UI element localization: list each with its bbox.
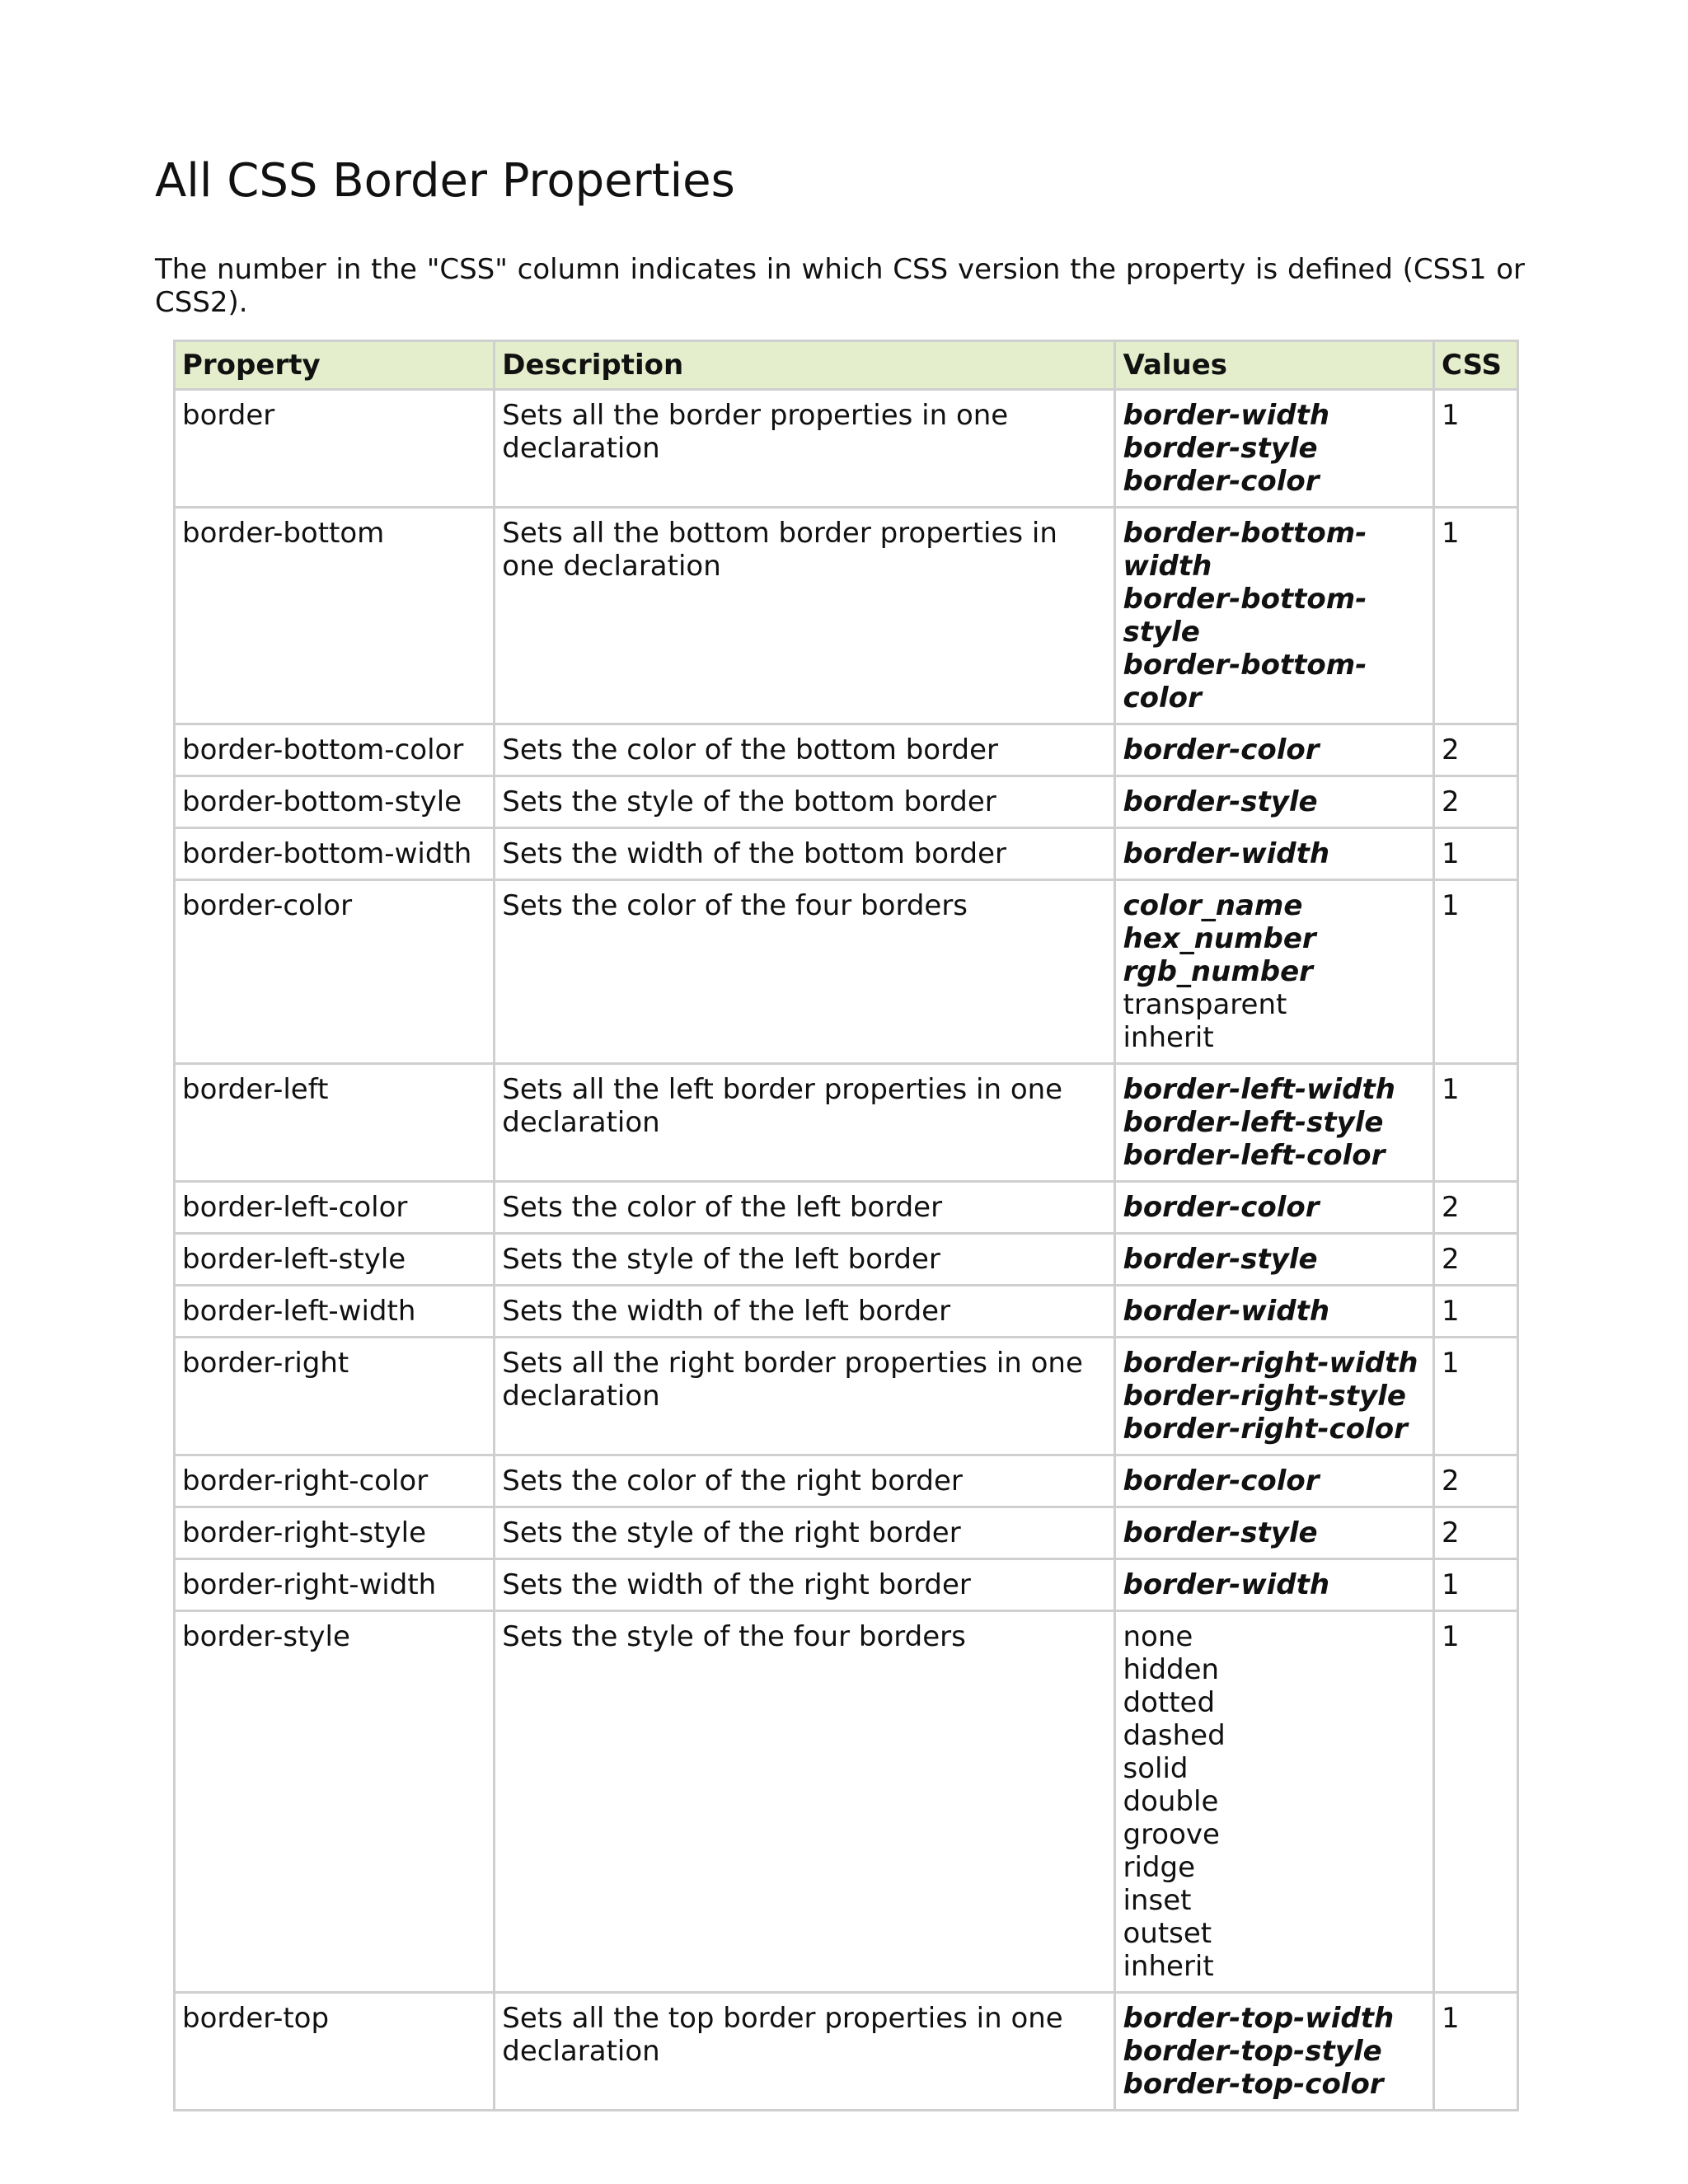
value-item: border-top-color [1123, 2068, 1384, 2101]
value-item: border-style [1123, 1516, 1318, 1549]
property-cell: border-style [175, 1611, 495, 1993]
header-row [175, 341, 1518, 390]
table-row [175, 1455, 1518, 1507]
table-body [175, 390, 1518, 2111]
value-item: border-style [1123, 785, 1318, 818]
property-cell: border-right-style [175, 1507, 495, 1559]
table-row [175, 1182, 1518, 1234]
css-version-cell: 1 [1434, 1993, 1518, 2111]
table-row [175, 1611, 1518, 1993]
property-cell: border-top [175, 1993, 495, 2111]
description-cell: Sets the color of the right border [495, 1455, 1115, 1507]
values-cell [1115, 1993, 1434, 2111]
value-item: border-left-width [1123, 1073, 1395, 1106]
value-item: border-color [1123, 733, 1320, 766]
value-item: border-right-width [1123, 1347, 1418, 1380]
css-version-cell: 2 [1434, 1182, 1518, 1234]
property-cell: border-bottom-style [175, 776, 495, 828]
value-item: border-style [1123, 1243, 1318, 1276]
description-cell: Sets the color of the left border [495, 1182, 1115, 1234]
table-row [175, 828, 1518, 880]
description-cell: Sets the width of the bottom border [495, 828, 1115, 880]
table-row [175, 1234, 1518, 1286]
description-cell: Sets all the bottom border properties in one declaration [495, 508, 1115, 724]
intro-paragraph: The number in the "CSS" column indicates in which CSS version the property is defined (CSS1 or CSS2). [155, 253, 1525, 319]
values-cell [1115, 1559, 1434, 1611]
values-cell [1115, 724, 1434, 776]
value-item: ridge [1123, 1851, 1195, 1884]
value-item: none [1123, 1620, 1193, 1653]
description-cell: Sets the style of the bottom border [495, 776, 1115, 828]
css-version-cell: 1 [1434, 828, 1518, 880]
property-cell: border-bottom-width [175, 828, 495, 880]
description-cell: Sets the width of the left border [495, 1286, 1115, 1338]
values-cell [1115, 880, 1434, 1064]
css-version-cell: 1 [1434, 880, 1518, 1064]
table-header [175, 341, 1518, 390]
description-cell: Sets all the top border properties in one declaration [495, 1993, 1115, 2111]
description-cell: Sets all the left border properties in one declaration [495, 1064, 1115, 1182]
values-cell [1115, 1234, 1434, 1286]
table-row [175, 1559, 1518, 1611]
css-version-cell: 2 [1434, 724, 1518, 776]
document-page [155, 152, 1525, 319]
css-version-cell: 2 [1434, 776, 1518, 828]
value-item: hidden [1123, 1653, 1220, 1686]
value-item: solid [1123, 1752, 1189, 1785]
value-item: transparent [1123, 988, 1287, 1021]
values-cell [1115, 1064, 1434, 1182]
table-row [175, 1338, 1518, 1455]
table-row [175, 1286, 1518, 1338]
property-cell: border-bottom-color [175, 724, 495, 776]
values-cell [1115, 390, 1434, 508]
header-css: CSS [1434, 341, 1518, 390]
css-version-cell: 1 [1434, 1338, 1518, 1455]
page-title: All CSS Border Properties [155, 154, 735, 208]
description-cell: Sets the style of the four borders [495, 1611, 1115, 1993]
property-cell: border-bottom [175, 508, 495, 724]
table-row [175, 880, 1518, 1064]
value-item: inset [1123, 1884, 1192, 1917]
value-item: outset [1123, 1917, 1212, 1950]
property-cell: border-left-width [175, 1286, 495, 1338]
css-version-cell: 1 [1434, 1286, 1518, 1338]
description-cell: Sets all the right border properties in one declaration [495, 1338, 1115, 1455]
css-version-cell: 2 [1434, 1234, 1518, 1286]
css-version-cell: 1 [1434, 1559, 1518, 1611]
values-cell [1115, 1338, 1434, 1455]
value-item: border-bottom-width [1123, 517, 1367, 583]
table-row [175, 776, 1518, 828]
value-item: border-left-style [1123, 1106, 1384, 1139]
value-item: dotted [1123, 1686, 1216, 1719]
header-values: Values [1115, 341, 1434, 390]
description-cell: Sets the width of the right border [495, 1559, 1115, 1611]
value-item: border-width [1123, 1568, 1330, 1601]
css-version-cell: 2 [1434, 1507, 1518, 1559]
property-cell: border-right [175, 1338, 495, 1455]
description-cell: Sets the style of the right border [495, 1507, 1115, 1559]
css-version-cell: 1 [1434, 1611, 1518, 1993]
header-property: Property [175, 341, 495, 390]
value-item: border-bottom-color [1123, 649, 1367, 715]
value-item: border-width [1123, 1295, 1330, 1328]
values-cell [1115, 1286, 1434, 1338]
border-properties-table [173, 340, 1519, 2111]
value-item: inherit [1123, 1021, 1214, 1054]
value-item: color_name [1123, 889, 1303, 922]
value-item: rgb_number [1123, 955, 1313, 988]
value-item: border-right-style [1123, 1380, 1406, 1413]
table-row [175, 724, 1518, 776]
table-row [175, 390, 1518, 508]
value-item: dashed [1123, 1719, 1226, 1752]
values-cell [1115, 1455, 1434, 1507]
property-cell: border [175, 390, 495, 508]
value-item: double [1123, 1785, 1219, 1818]
header-description: Description [495, 341, 1115, 390]
property-cell: border-color [175, 880, 495, 1064]
css-version-cell: 1 [1434, 508, 1518, 724]
property-cell: border-left-color [175, 1182, 495, 1234]
values-cell [1115, 828, 1434, 880]
property-cell: border-left [175, 1064, 495, 1182]
values-cell [1115, 508, 1434, 724]
values-cell [1115, 776, 1434, 828]
css-version-cell: 2 [1434, 1455, 1518, 1507]
value-item: border-width [1123, 399, 1330, 432]
description-cell: Sets the style of the left border [495, 1234, 1115, 1286]
values-cell [1115, 1507, 1434, 1559]
description-cell: Sets all the border properties in one declaration [495, 390, 1115, 508]
table-row [175, 1993, 1518, 2111]
value-item: border-color [1123, 1191, 1320, 1224]
value-item: border-right-color [1123, 1413, 1408, 1446]
property-cell: border-left-style [175, 1234, 495, 1286]
value-item: border-bottom-style [1123, 583, 1367, 649]
value-item: border-left-color [1123, 1139, 1386, 1172]
description-cell: Sets the color of the four borders [495, 880, 1115, 1064]
css-version-cell: 1 [1434, 390, 1518, 508]
value-item: border-top-width [1123, 2002, 1395, 2035]
values-cell [1115, 1182, 1434, 1234]
table-row [175, 1507, 1518, 1559]
value-item: border-width [1123, 837, 1330, 870]
value-item: border-color [1123, 1465, 1320, 1497]
value-item: border-style [1123, 432, 1318, 465]
table-row [175, 508, 1518, 724]
table-row [175, 1064, 1518, 1182]
values-cell [1115, 1611, 1434, 1993]
value-item: border-color [1123, 465, 1320, 498]
value-item: border-top-style [1123, 2035, 1382, 2068]
value-item: groove [1123, 1818, 1220, 1851]
css-version-cell: 1 [1434, 1064, 1518, 1182]
property-cell: border-right-color [175, 1455, 495, 1507]
description-cell: Sets the color of the bottom border [495, 724, 1115, 776]
property-cell: border-right-width [175, 1559, 495, 1611]
value-item: hex_number [1123, 922, 1316, 955]
value-item: inherit [1123, 1950, 1214, 1983]
